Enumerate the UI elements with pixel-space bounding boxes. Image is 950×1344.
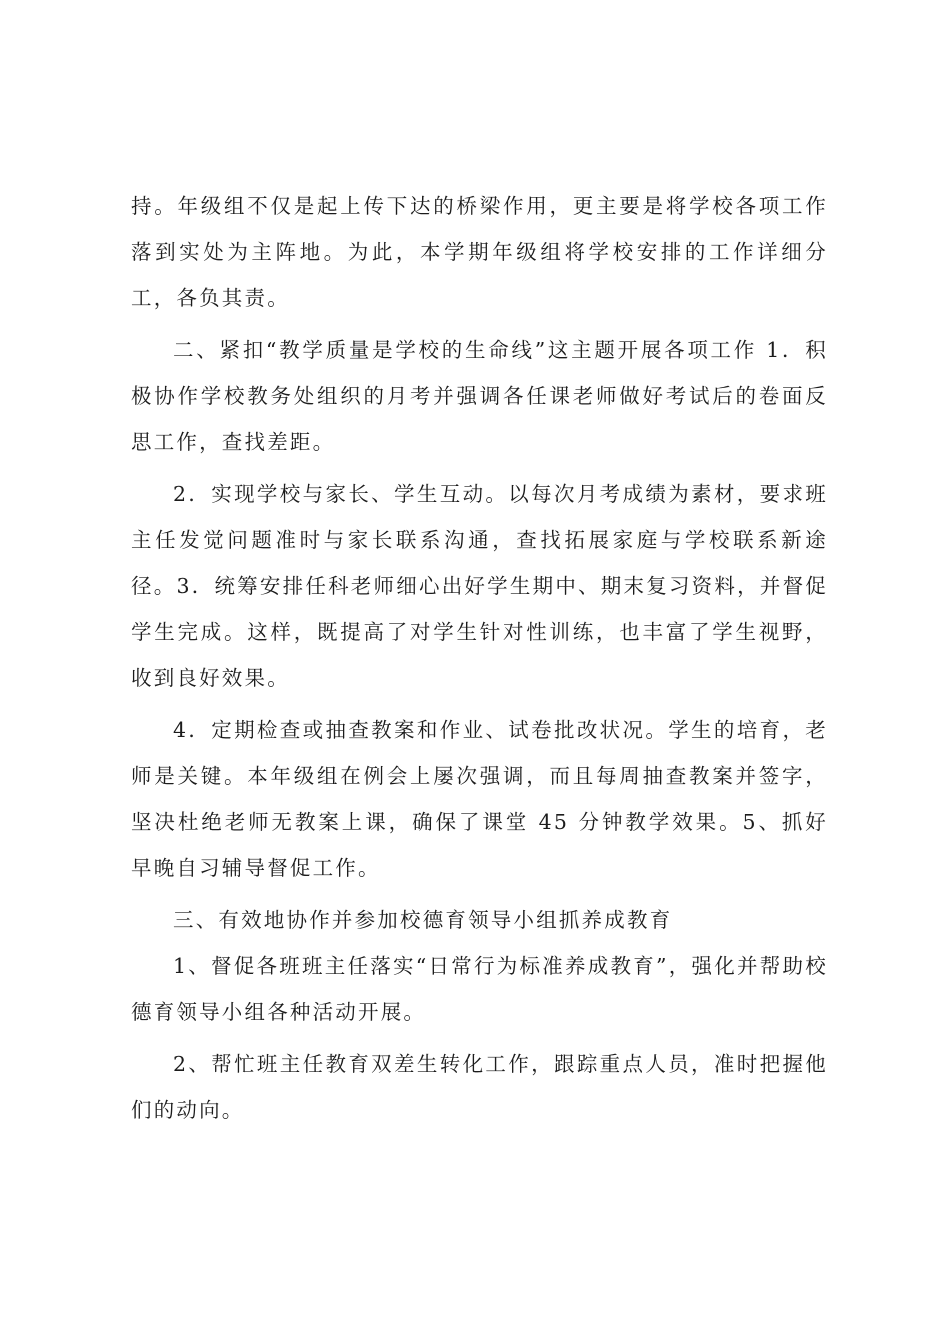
paragraph-section-two-heading: 二、紧扣“教学质量是学校的生命线”这主题开展各项工作 1．积极协作学校教务处组织的月考并强调各任课老师做好考试后的卷面反思工作，查找差距。 [131,338,828,454]
document-body [131,183,828,1139]
paragraph-item-4-5: 4．定期检查或抽查教案和作业、试卷批改状况。学生的培育，老师是关键。本年级组在例会上屡次强调，而且每周抽查教案并签字，坚决杜绝老师无教案上课，确保了课堂 45 分钟教学效果。5、抓好早晚自习辅导督促工作。 [131,718,828,880]
paragraph-section-three-item-1: 1、督促各班班主任落实“日常行为标准养成教育”，强化并帮助校德育领导小组各种活动开展。 [131,954,828,1024]
paragraph-section-three-item-2: 2、帮忙班主任教育双差生转化工作，跟踪重点人员，准时把握他们的动向。 [131,1052,828,1122]
paragraph-continuation: 持。年级组不仅是起上传下达的桥梁作用，更主要是将学校各项工作落到实处为主阵地。为此，本学期年级组将学校安排的工作详细分工，各负其责。 [131,194,828,310]
paragraph-section-three-heading: 三、有效地协作并参加校德育领导小组抓养成教育 [173,908,673,932]
paragraph-item-2-3: 2．实现学校与家长、学生互动。以每次月考成绩为素材，要求班主任发觉问题准时与家长联系沟通，查找拓展家庭与学校联系新途径。3．统筹安排任科老师细心出好学生期中、期末复习资料，并督促学生完成。这样，既提高了对学生针对性训练，也丰富了学生视野，收到良好效果。 [131,482,828,690]
